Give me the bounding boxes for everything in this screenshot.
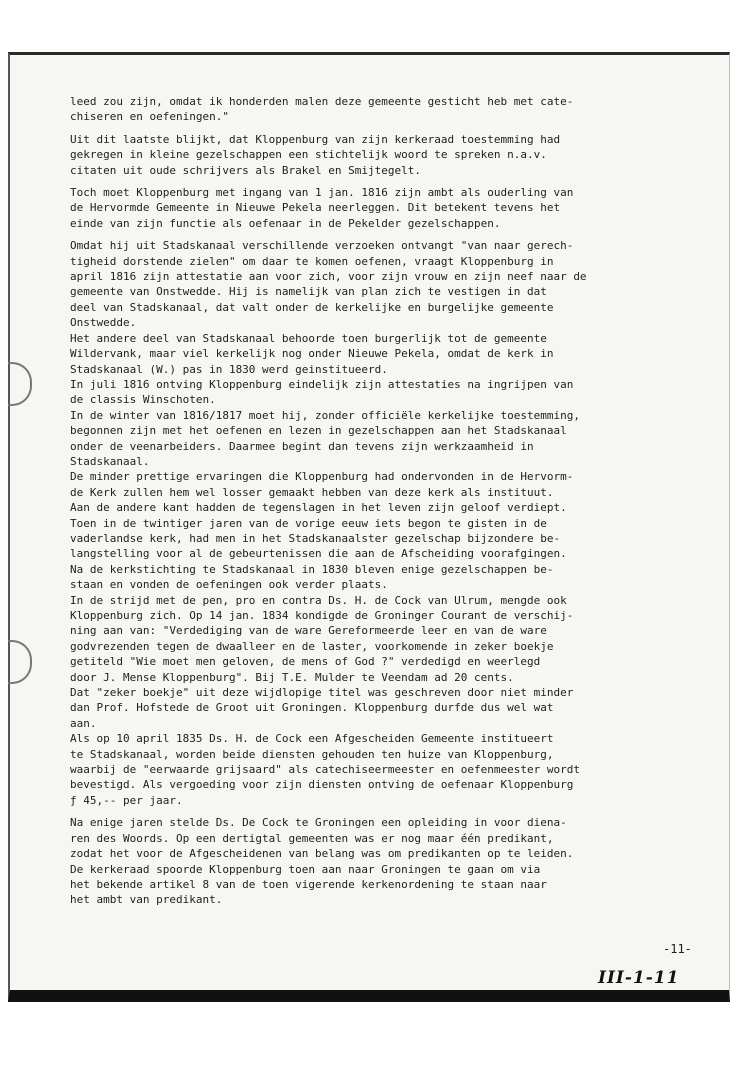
document-body: [70, 94, 710, 908]
handwritten-archive-mark: III-1-11: [598, 968, 680, 988]
paragraph-1: leed zou zijn, omdat ik honderden malen deze gemeente gesticht heb met cate- chiseren en oefeningen.": [70, 95, 574, 124]
paragraph-4: Omdat hij uit Stadskanaal verschillende verzoeken ontvangt "van naar gerech- tigheid dorstende zielen" om daar te komen oefenen, vraagt Kloppenburg in april 1816 zijn attestatie aan voor zich, voor zijn vrouw en zijn neef naar de gemeente van Onstwedde. Hij is namelijk van plan zich te vestigen in dat deel van Stadskanaal, dat valt onder de kerkelijke en burgelijke gemeente Onstwedde. Het andere deel van Stadskanaal behoorde toen burgerlijk tot de gemeente Wildervank, maar viel kerkelijk nog onder Nieuwe Pekela, omdat de kerk in Stadskanaal (W.) pas in 1830 werd geinstitueerd. In juli 1816 ontving Kloppenburg eindelijk zijn attestaties na ingrijpen van de classis Winschoten. In de winter van 1816/1817 moet hij, zonder officiële kerkelijke toestemming, begonnen zijn met het oefenen en lezen in gezelschappen aan het Stadskanaal onder de veenarbeiders. Daarmee begint dan tevens zijn werkzaamheid in Stadskanaal. De minder prettige ervaringen die Kloppenburg had ondervonden in de Hervorm- de Kerk zullen hem wel losser gemaakt hebben van deze kerk als instituut. Aan de andere kant hadden de tegenslagen in het leven zijn geloof verdiept. Toen in de twintiger jaren van de vorige eeuw iets begon te gisten in de vaderlandse kerk, had men in het Stadskanaalster gezelschap bijzondere be- langstelling voor al de gebeurtenissen die aan de Afscheiding voorafgingen. Na de kerkstichting te Stadskanaal in 1830 bleven enige gezelschappen be- staan en vonden de oefeningen ook verder plaats. In de strijd met de pen, pro en contra Ds. H. de Cock van Ulrum, mengde ook Kloppenburg zich. Op 14 jan. 1834 kondigde de Groninger Courant de verschij- ning aan van: "Verdediging van de ware Gereformeerde leer en van de ware godvrezenden tegen de dwaalleer en de laster, voorkomende in zeker boekje getiteld "Wie moet men geloven, de mens of God ?" verdedigd en weerlegd door J. Mense Kloppenburg". Bij T.E. Mulder te Veendam ad 20 cents. Dat "zeker boekje" uit deze wijdlopige titel was geschreven door niet minder dan Prof. Hofstede de Groot uit Groningen. Kloppenburg durfde dus wel wat aan. Als op 10 april 1835 Ds. H. de Cock een Afgescheiden Gemeente institueert te Stadskanaal, worden beide diensten gehouden ten huize van Kloppenburg, waarbij de "eerwaarde grijsaard" als catechiseermeester en oefenmeester wordt bevestigd. Als vergoeding voor zijn diensten ontving de oefenaar Kloppenburg ƒ 45,-- per jaar.: [70, 239, 587, 807]
page-number: -11-: [663, 942, 692, 956]
paragraph-5: Na enige jaren stelde Ds. De Cock te Groningen een opleiding in voor diena- ren des Woords. Op een dertigtal gemeenten was er nog maar één predikant, zodat het voor de Afgescheidenen van belang was om predikanten op te leiden. De kerkeraad spoorde Kloppenburg toen aan naar Groningen te gaan om via het bekende artikel 8 van de toen vigerende kerkenordening te staan naar het ambt van predikant.: [70, 816, 574, 907]
paragraph-3: Toch moet Kloppenburg met ingang van 1 jan. 1816 zijn ambt als ouderling van de Hervormde Gemeente in Nieuwe Pekela neerleggen. Dit betekent tevens het einde van zijn functie als oefenaar in de Pekelder gezelschappen.: [70, 186, 574, 230]
paragraph-2: Uit dit laatste blijkt, dat Kloppenburg van zijn kerkeraad toestemming had gekregen in kleine gezelschappen een stichtelijk woord te spreken n.a.v. citaten uit oude schrijvers als Brakel en Smijtegelt.: [70, 132, 561, 177]
